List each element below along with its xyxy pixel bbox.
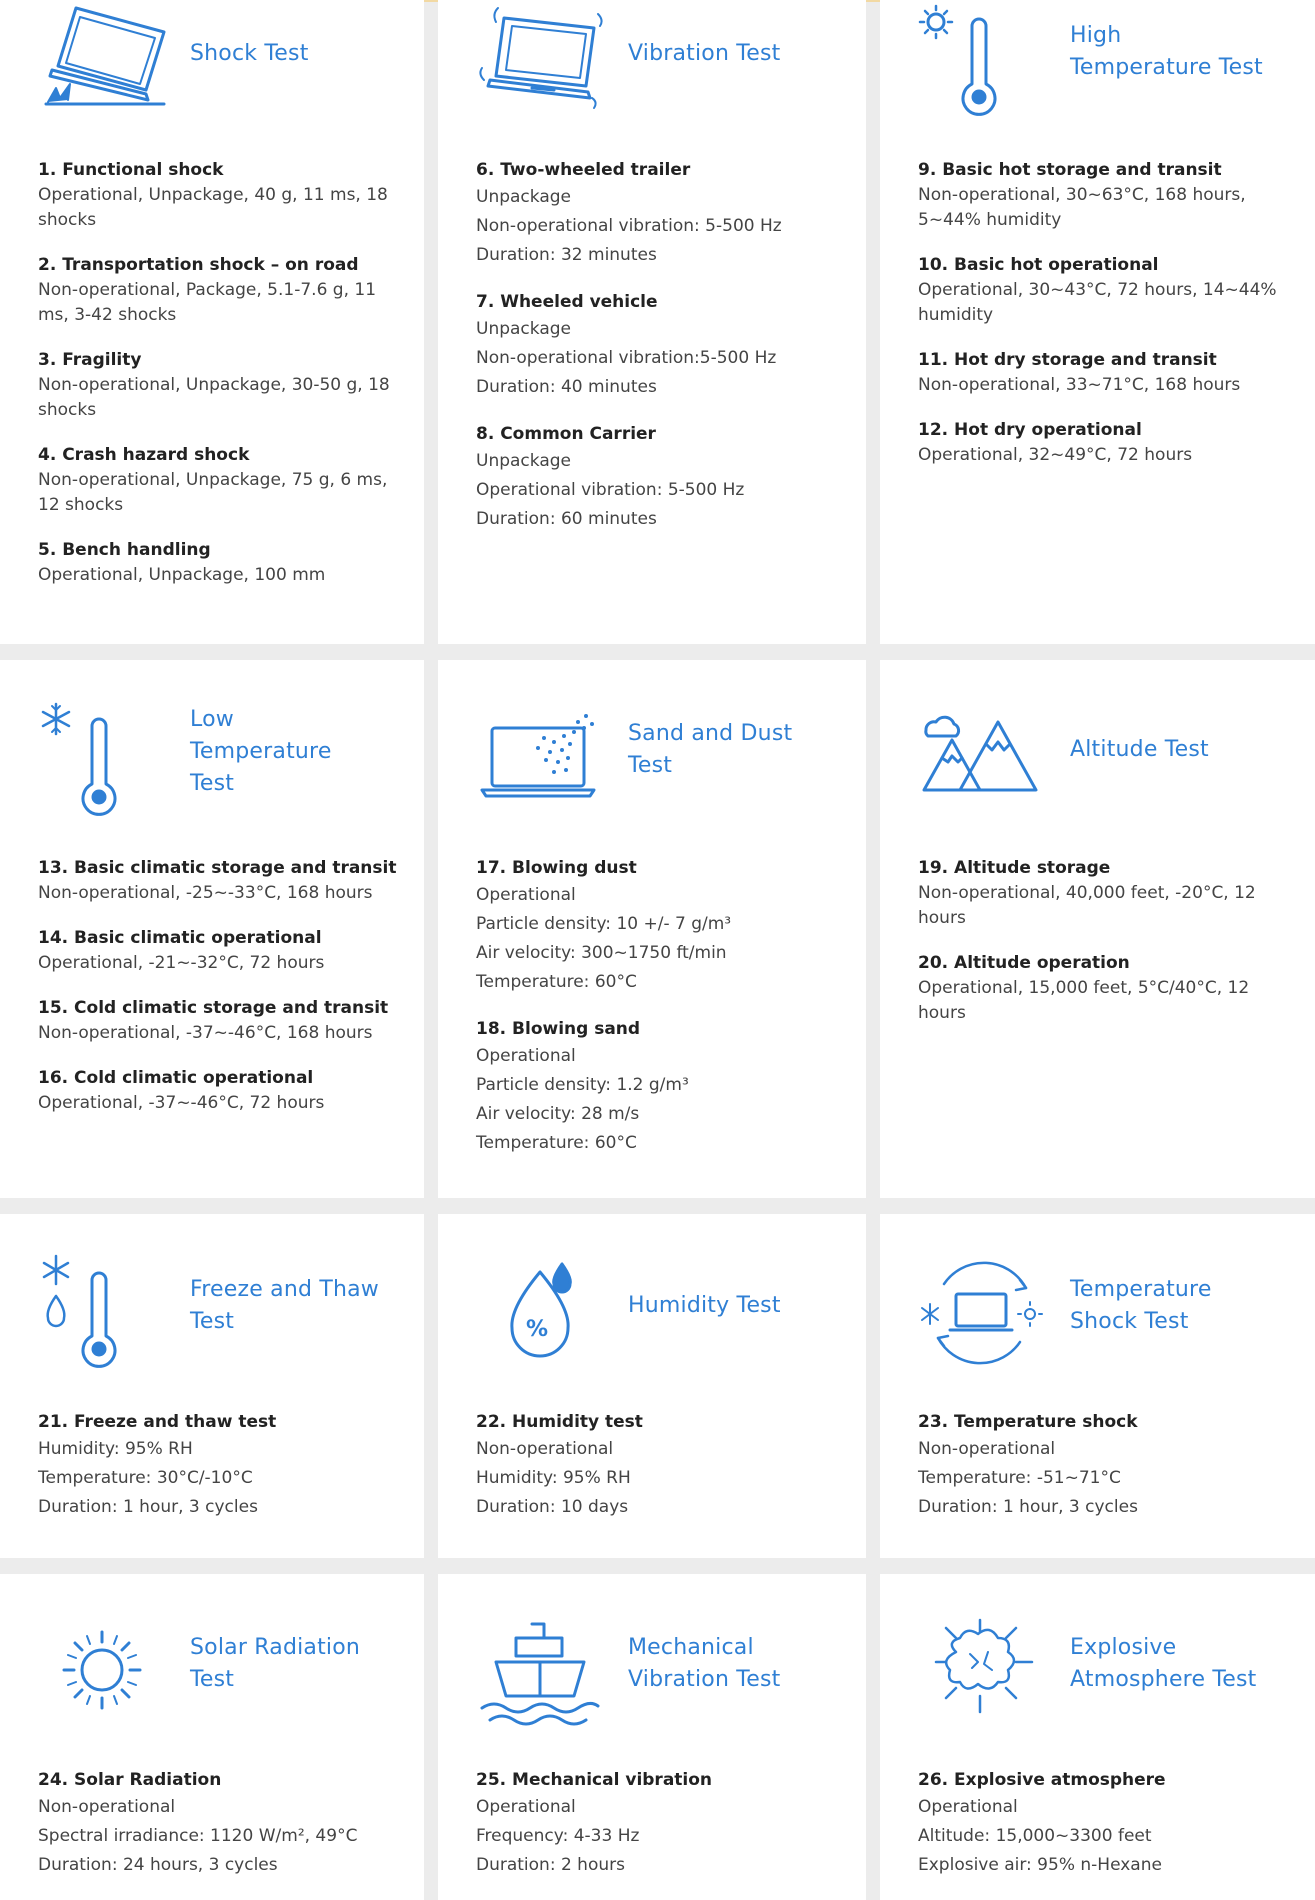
list-item (476, 1017, 850, 1158)
test-name: 22. Humidity test (476, 1412, 643, 1432)
test-name: 4. Crash hazard shock (38, 445, 250, 465)
test-detail: Duration: 1 hour, 3 cycles (918, 1497, 1138, 1517)
card-title: Sand and Dust Test (628, 721, 793, 778)
list-item (918, 348, 1299, 398)
test-detail: Temperature: 60°C (476, 1133, 637, 1153)
card-title: Shock Test (190, 41, 309, 66)
test-detail: Operational vibration: 5-500 Hz (476, 480, 745, 500)
test-detail: Duration: 60 minutes (476, 509, 657, 529)
test-list (38, 1768, 408, 1900)
test-detail: Non-operational, 33~71°C, 168 hours (918, 375, 1241, 395)
test-detail: Operational (476, 1046, 576, 1066)
test-name: 10. Basic hot operational (918, 255, 1159, 275)
freeze-thaw-icon (36, 1252, 166, 1372)
list-item (476, 158, 850, 270)
test-name: 25. Mechanical vibration (476, 1770, 713, 1790)
test-name: 20. Altitude operation (918, 953, 1130, 973)
list-item (38, 158, 408, 233)
test-detail: Unpackage (476, 319, 571, 339)
test-detail: Operational (918, 1797, 1018, 1817)
card-title: Temperature Shock Test (1070, 1277, 1212, 1334)
list-item (918, 1410, 1299, 1522)
test-detail: Operational, 32~49°C, 72 hours (918, 445, 1193, 465)
test-detail: Particle density: 1.2 g/m³ (476, 1075, 689, 1095)
list-item (918, 951, 1299, 1026)
test-detail: Operational, Unpackage, 40 g, 11 ms, 18 shocks (38, 185, 388, 230)
card-title: Humidity Test (628, 1293, 781, 1318)
test-name: 13. Basic climatic storage and transit (38, 858, 397, 878)
laptop-shock-icon (36, 0, 166, 120)
card-explosive-atmosphere-test (880, 1574, 1315, 1900)
test-detail: Humidity: 95% RH (38, 1439, 193, 1459)
test-name: 3. Fragility (38, 350, 142, 370)
card-title: Explosive Atmosphere Test (1070, 1635, 1257, 1692)
sun-icon (36, 1612, 166, 1732)
test-detail: Operational, 30~43°C, 72 hours, 14~44% humidity (918, 280, 1277, 325)
humidity-drop-icon (474, 1252, 604, 1372)
list-item (38, 1768, 408, 1880)
test-name: 5. Bench handling (38, 540, 211, 560)
test-detail: Operational, Unpackage, 100 mm (38, 565, 326, 585)
list-item (476, 856, 850, 997)
test-list (476, 1768, 850, 1900)
test-detail: Non-operational, Unpackage, 30-50 g, 18 shocks (38, 375, 390, 420)
list-item (918, 1768, 1299, 1880)
test-detail: Duration: 24 hours, 3 cycles (38, 1855, 278, 1875)
thermometer-sun-icon (916, 0, 1046, 120)
card-title: Vibration Test (628, 41, 781, 66)
list-item (476, 1410, 850, 1522)
test-detail: Non-operational, 40,000 feet, -20°C, 12 hours (918, 883, 1256, 928)
test-list (476, 856, 850, 1178)
test-list (918, 158, 1299, 488)
test-detail: Particle density: 10 +/- 7 g/m³ (476, 914, 732, 934)
test-name: 17. Blowing dust (476, 858, 637, 878)
test-detail: Spectral irradiance: 1120 W/m², 49°C (38, 1826, 358, 1846)
test-list (918, 856, 1299, 1046)
test-detail: Temperature: 60°C (476, 972, 637, 992)
list-item (476, 1768, 850, 1880)
card-solar-radiation-test (0, 1574, 424, 1900)
ship-icon (474, 1612, 604, 1732)
test-detail: Non-operational (476, 1439, 614, 1459)
test-detail: Non-operational, 30~63°C, 168 hours, 5~44% humidity (918, 185, 1246, 230)
test-detail: Unpackage (476, 451, 571, 471)
card-title: Altitude Test (1070, 737, 1209, 762)
list-item (38, 538, 408, 588)
list-item (38, 926, 408, 976)
test-name: 9. Basic hot storage and transit (918, 160, 1222, 180)
svg-text:%: % (526, 1317, 549, 1342)
list-item (38, 348, 408, 423)
card-shock-test (0, 0, 424, 644)
card-mechanical-vibration-test (438, 1574, 866, 1900)
test-detail: Duration: 40 minutes (476, 377, 657, 397)
test-name: 7. Wheeled vehicle (476, 292, 658, 312)
list-item (918, 158, 1299, 233)
card-title: Freeze and Thaw Test (190, 1277, 380, 1334)
test-name: 6. Two-wheeled trailer (476, 160, 691, 180)
test-detail: Air velocity: 28 m/s (476, 1104, 640, 1124)
test-detail: Operational, -21~-32°C, 72 hours (38, 953, 325, 973)
test-detail: Non-operational, -25~-33°C, 168 hours (38, 883, 373, 903)
card-high-temperature-test (880, 0, 1315, 644)
list-item (918, 253, 1299, 328)
test-list (38, 1410, 408, 1542)
list-item (38, 1066, 408, 1116)
test-name: 2. Transportation shock – on road (38, 255, 359, 275)
mountains-icon (916, 700, 1046, 820)
test-detail: Operational, 15,000 feet, 5°C/40°C, 12 hours (918, 978, 1250, 1023)
list-item (38, 443, 408, 518)
list-item (476, 290, 850, 402)
test-detail: Temperature: 30°C/-10°C (38, 1468, 253, 1488)
laptop-dust-icon (474, 700, 604, 820)
card-title: Low Temperature Test (190, 707, 332, 796)
test-detail: Explosive air: 95% n-Hexane (918, 1855, 1162, 1875)
test-list (918, 1410, 1299, 1542)
card-title: High Temperature Test (1070, 23, 1263, 80)
test-detail: Non-operational, Package, 5.1-7.6 g, 11 ms, 3-42 shocks (38, 280, 377, 325)
test-list (38, 158, 408, 608)
laptop-temperature-cycle-icon (916, 1252, 1046, 1372)
card-title: Solar Radiation Test (190, 1635, 361, 1692)
test-detail: Altitude: 15,000~3300 feet (918, 1826, 1152, 1846)
card-vibration-test (438, 0, 866, 644)
list-item (38, 856, 408, 906)
card-low-temperature-test (0, 660, 424, 1198)
thermometer-snowflake-icon (36, 700, 166, 820)
test-detail: Non-operational vibration: 5-500 Hz (476, 216, 782, 236)
test-detail: Duration: 10 days (476, 1497, 629, 1517)
test-detail: Duration: 2 hours (476, 1855, 625, 1875)
test-list (476, 1410, 850, 1542)
test-name: 16. Cold climatic operational (38, 1068, 314, 1088)
laptop-vibration-icon (474, 0, 604, 120)
card-humidity-test (438, 1214, 866, 1558)
test-detail: Temperature: -51~71°C (918, 1468, 1121, 1488)
test-detail: Non-operational, Unpackage, 75 g, 6 ms, 12 shocks (38, 470, 388, 515)
explosion-icon (916, 1612, 1046, 1732)
test-name: 12. Hot dry operational (918, 420, 1142, 440)
test-list (38, 856, 408, 1136)
test-name: 23. Temperature shock (918, 1412, 1138, 1432)
test-detail: Non-operational vibration:5-500 Hz (476, 348, 777, 368)
list-item (38, 253, 408, 328)
test-name: 19. Altitude storage (918, 858, 1111, 878)
test-name: 11. Hot dry storage and transit (918, 350, 1217, 370)
card-freeze-thaw-test (0, 1214, 424, 1558)
list-item (38, 996, 408, 1046)
test-detail: Non-operational (38, 1797, 176, 1817)
list-item (918, 856, 1299, 931)
test-detail: Non-operational (918, 1439, 1056, 1459)
list-item (476, 422, 850, 534)
test-name: 15. Cold climatic storage and transit (38, 998, 389, 1018)
test-name: 8. Common Carrier (476, 424, 656, 444)
test-detail: Unpackage (476, 187, 571, 207)
card-title: Mechanical Vibration Test (628, 1635, 781, 1692)
card-sand-dust-test (438, 660, 866, 1198)
test-list (476, 158, 850, 554)
test-detail: Non-operational, -37~-46°C, 168 hours (38, 1023, 373, 1043)
test-detail: Frequency: 4-33 Hz (476, 1826, 640, 1846)
test-detail: Air velocity: 300~1750 ft/min (476, 943, 727, 963)
test-name: 14. Basic climatic operational (38, 928, 322, 948)
test-name: 24. Solar Radiation (38, 1770, 222, 1790)
test-name: 18. Blowing sand (476, 1019, 641, 1039)
test-detail: Operational, -37~-46°C, 72 hours (38, 1093, 325, 1113)
test-detail: Humidity: 95% RH (476, 1468, 631, 1488)
list-item (38, 1410, 408, 1522)
test-name: 1. Functional shock (38, 160, 224, 180)
card-temperature-shock-test (880, 1214, 1315, 1558)
test-name: 26. Explosive atmosphere (918, 1770, 1166, 1790)
test-detail: Duration: 32 minutes (476, 245, 657, 265)
test-list (918, 1768, 1299, 1900)
test-detail: Duration: 1 hour, 3 cycles (38, 1497, 258, 1517)
card-altitude-test (880, 660, 1315, 1198)
list-item (918, 418, 1299, 468)
test-name: 21. Freeze and thaw test (38, 1412, 277, 1432)
test-detail: Operational (476, 1797, 576, 1817)
test-detail: Operational (476, 885, 576, 905)
